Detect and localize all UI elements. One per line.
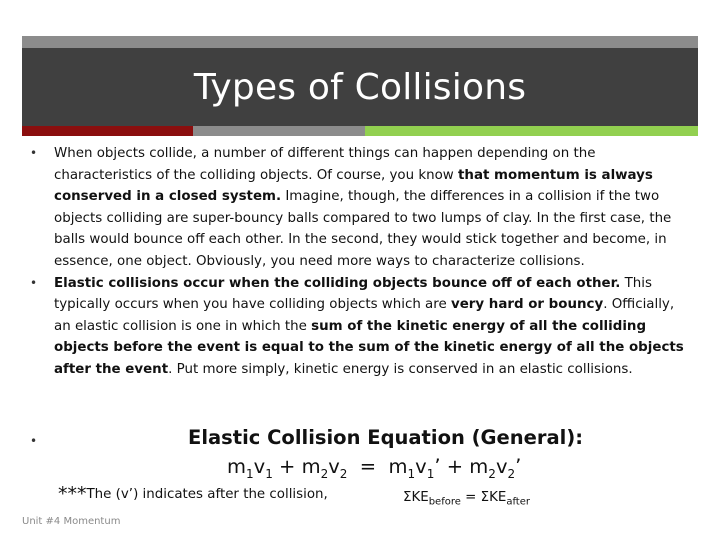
bullet-icon: • [30, 275, 38, 290]
kinetic-energy-relation: $\Sigma KE_{before} = \Sigma KE_{after}$ [403, 490, 530, 508]
bullet-icon: • [30, 146, 38, 160]
accent-bar-gray [193, 126, 365, 136]
slide-title: Types of Collisions [193, 66, 527, 108]
equation-formula: $m_1v_1 + m_2v_2 = m_1v_1$’ + $m_2v_2$’ [227, 455, 522, 481]
bullet-text: Elastic collisions occur when the colliding objects bounce off of each other. This typically occurs when you have colliding objects which are very hard or bouncy. Officially, an elastic collision is one in which the sum of the kinetic energy of all the colliding objects before the event is equal to the sum of the kinetic energy of all the objects after the event. Put more simply, kinetic energy is conserved in an elastic collisions. [54, 275, 684, 377]
bullet-item-collisions-intro [28, 143, 692, 273]
accent-bar-red [22, 126, 193, 136]
title-bar [22, 48, 698, 126]
slide-footer: Unit #4 Momentum [22, 516, 121, 527]
accent-bar-green [365, 126, 698, 136]
equation-title: Elastic Collision Equation (General): [188, 426, 584, 449]
bullet-icon: • [30, 434, 38, 448]
bullet-item-elastic-collisions [28, 273, 692, 381]
bullet-text: When objects collide, a number of different things can happen depending on the characteristics of the colliding objects. Of course, you know that momentum is always conserved in a closed system. Imagine, though, the differences in a collision if the two objects colliding are super-bouncy balls compared to two lumps of clay. In the first case, the balls would bounce off each other. In the second, they would stick together and become, in essence, one object. Obviously, you need more ways to characterize collisions. [54, 146, 672, 269]
title-top-strip [22, 36, 698, 48]
slide-body [28, 143, 692, 381]
equation-note: ***The (v’) indicates after the collision, [58, 483, 328, 505]
